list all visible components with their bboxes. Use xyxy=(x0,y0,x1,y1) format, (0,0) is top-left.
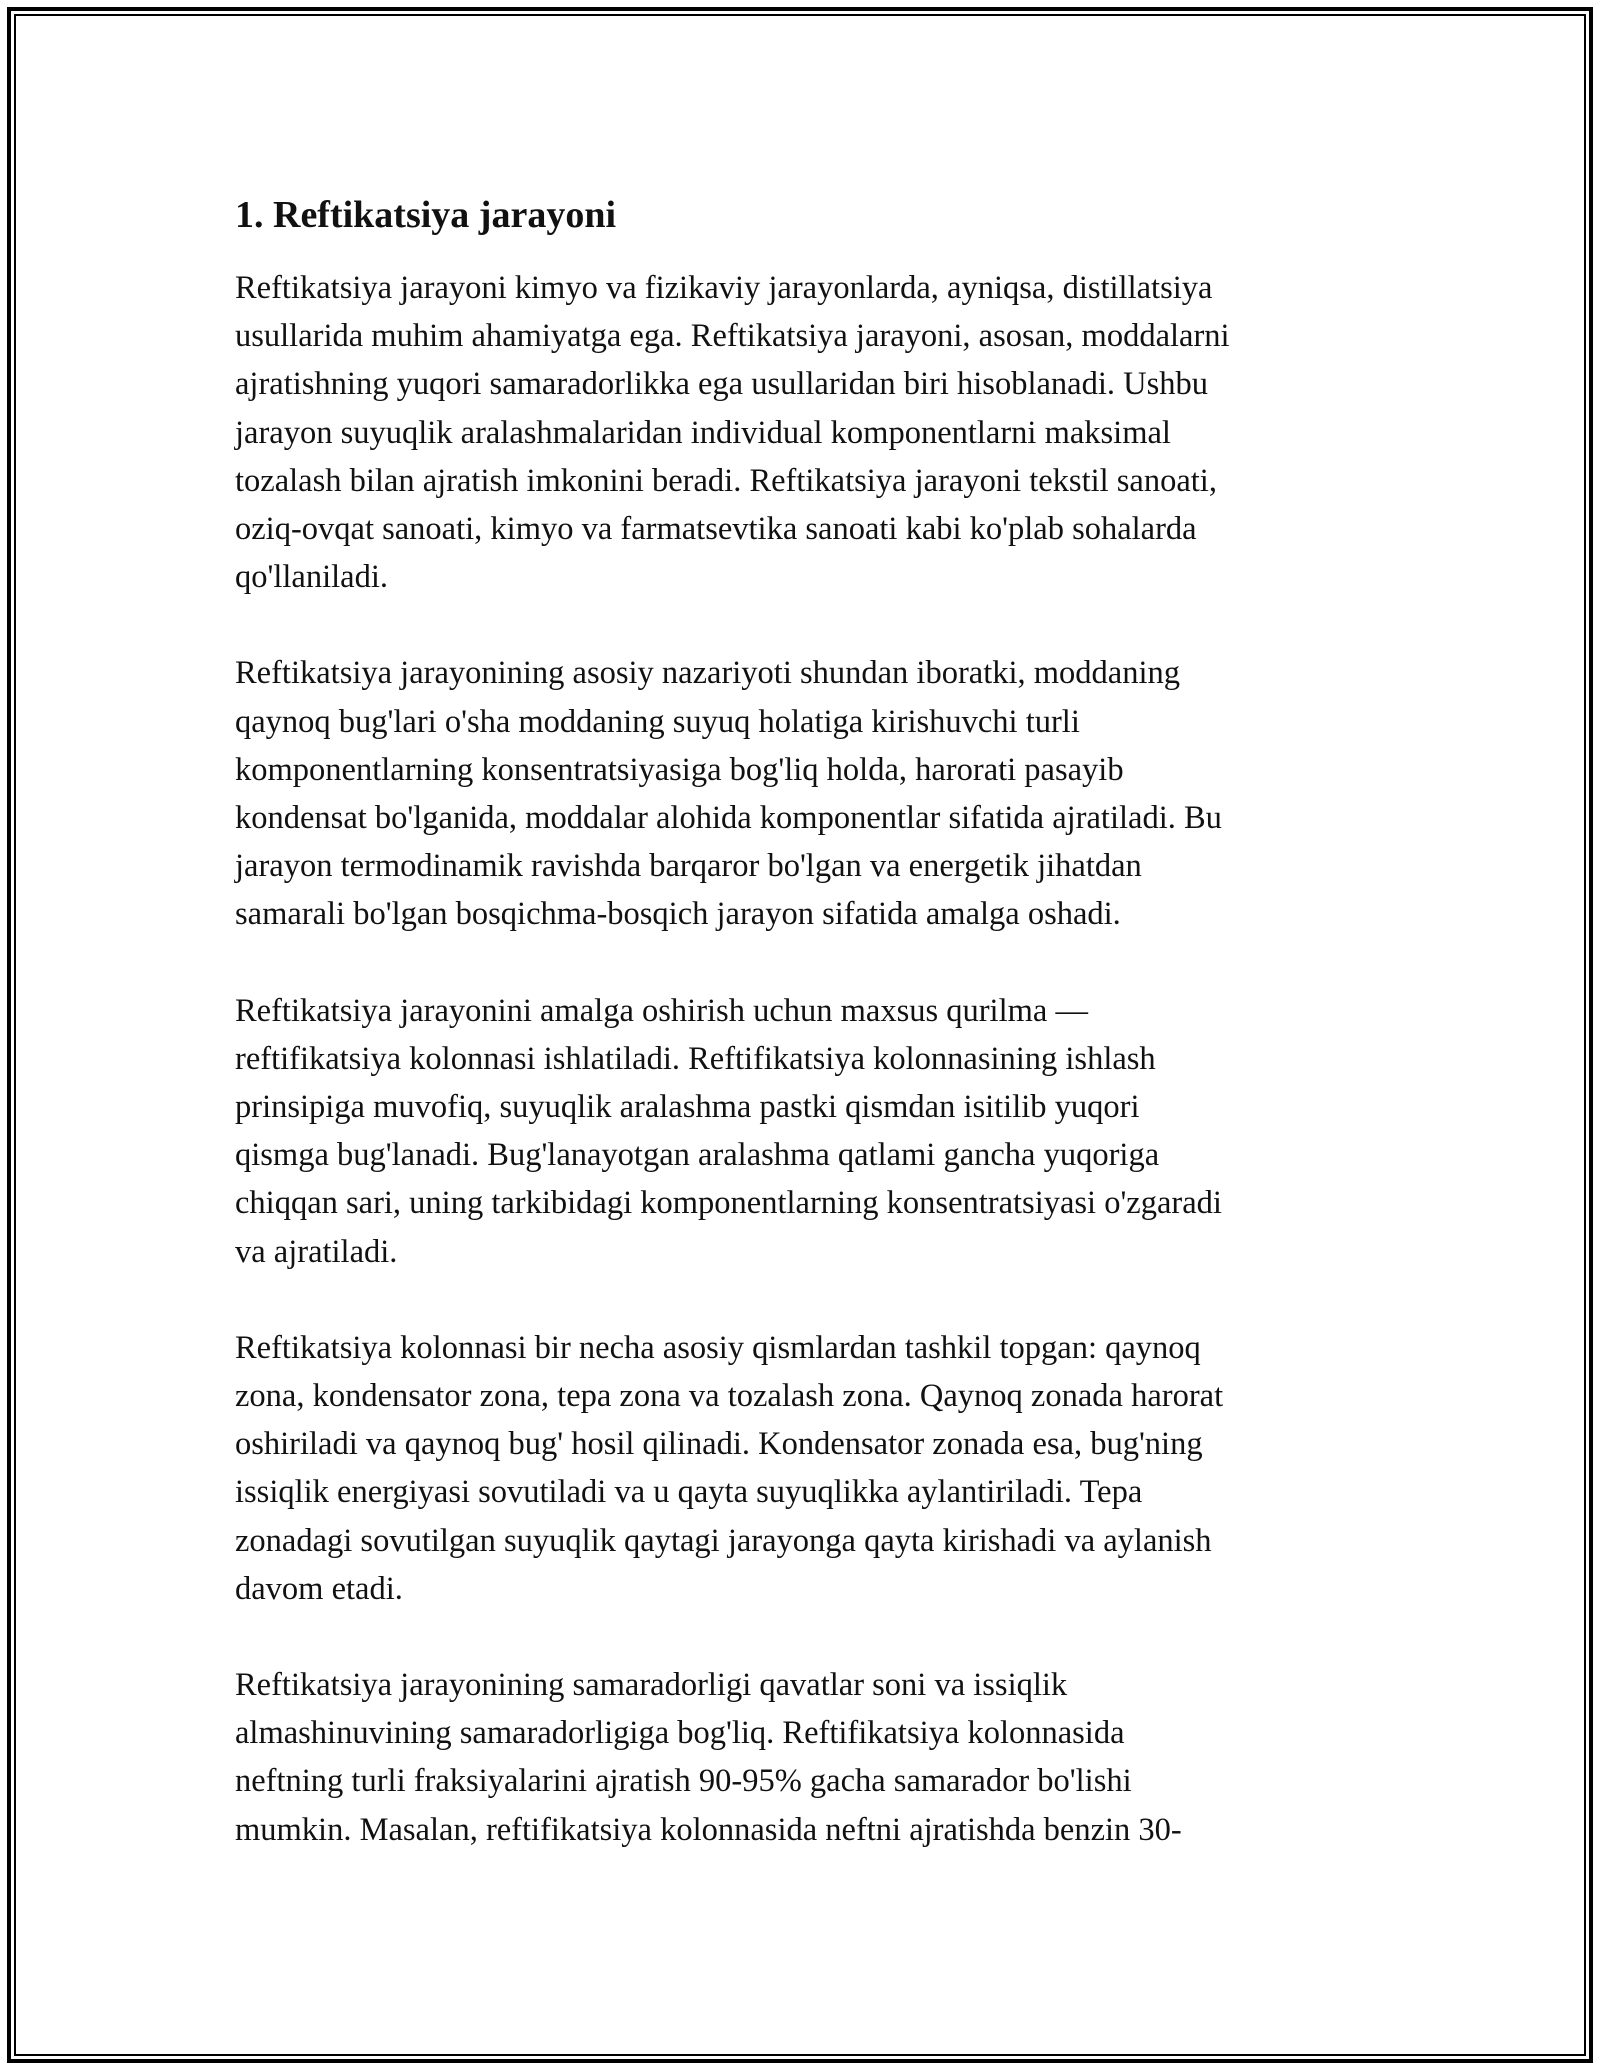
paragraph-line: chiqqan sari, uning tarkibidagi komponentlarning konsentratsiyasi o'zgaradi xyxy=(235,1185,1222,1222)
paragraph-5 xyxy=(235,1661,1370,1854)
paragraph-1 xyxy=(235,264,1370,601)
paragraph-line: jarayon suyuqlik aralashmalaridan individual komponentlarni maksimal xyxy=(235,414,1171,451)
paragraph-line: oshiriladi va qaynoq bug' hosil qilinadi. Kondensator zonada esa, bug'ning xyxy=(235,1426,1203,1463)
section-heading: 1. Reftikatsiya jarayoni xyxy=(235,194,617,236)
paragraph-line: ajratishning yuqori samaradorlikka ega usullaridan biri hisoblanadi. Ushbu xyxy=(235,366,1208,403)
paragraph-line: davom etadi. xyxy=(235,1570,403,1607)
paragraph-line: qo'llaniladi. xyxy=(235,559,388,596)
paragraph-line: kondensat bo'lganida, moddalar alohida komponentlar sifatida ajratiladi. Bu xyxy=(235,800,1222,837)
paragraph-line: qismga bug'lanadi. Bug'lanayotgan aralashma qatlami gancha yuqoriga xyxy=(235,1137,1160,1174)
paragraph-line: almashinuvining samaradorligiga bog'liq. Reftifikatsiya kolonnasida xyxy=(235,1715,1125,1752)
paragraph-3 xyxy=(235,987,1370,1276)
document-page xyxy=(235,188,1370,1902)
paragraph-line: jarayon termodinamik ravishda barqaror bo'lgan va energetik jihatdan xyxy=(235,848,1142,885)
paragraph-line: neftning turli fraksiyalarini ajratish 90-95% gacha samarador bo'lishi xyxy=(235,1763,1132,1800)
paragraph-line: Reftikatsiya jarayonining asosiy nazariyoti shundan iboratki, moddaning xyxy=(235,655,1181,692)
paragraph-line: qaynoq bug'lari o'sha moddaning suyuq holatiga kirishuvchi turli xyxy=(235,703,1080,740)
paragraph-line: Reftikatsiya jarayonini amalga oshirish uchun maxsus qurilma — xyxy=(235,992,1088,1029)
paragraph-line: reftifikatsiya kolonnasi ishlatiladi. Reftifikatsiya kolonnasining ishlash xyxy=(235,1040,1156,1077)
paragraph-line: va ajratiladi. xyxy=(235,1233,398,1270)
paragraph-line: Reftikatsiya jarayonining samaradorligi qavatlar soni va issiqlik xyxy=(235,1667,1068,1704)
paragraph-line: samarali bo'lgan bosqichma-bosqich jarayon sifatida amalga oshadi. xyxy=(235,896,1121,933)
paragraph-line: komponentlarning konsentratsiyasiga bog'liq holda, harorati pasayib xyxy=(235,751,1124,788)
paragraph-line: Reftikatsiya kolonnasi bir necha asosiy qismlardan tashkil topgan: qaynoq xyxy=(235,1329,1201,1366)
paragraph-line: tozalash bilan ajratish imkonini beradi. Reftikatsiya jarayoni tekstil sanoati, xyxy=(235,462,1217,499)
paragraph-line: oziq-ovqat sanoati, kimyo va farmatsevtika sanoati kabi ko'plab sohalarda xyxy=(235,511,1197,548)
paragraph-2 xyxy=(235,649,1370,938)
paragraph-4 xyxy=(235,1324,1370,1613)
paragraph-line: mumkin. Masalan, reftifikatsiya kolonnasida neftni ajratishda benzin 30- xyxy=(235,1811,1182,1848)
paragraph-line: zona, kondensator zona, tepa zona va tozalash zona. Qaynoq zonada harorat xyxy=(235,1378,1224,1415)
paragraph-line: prinsipiga muvofiq, suyuqlik aralashma pastki qismdan isitilib yuqori xyxy=(235,1089,1140,1126)
paragraph-line: usullarida muhim ahamiyatga ega. Reftikatsiya jarayoni, asosan, moddalarni xyxy=(235,318,1230,355)
paragraph-line: issiqlik energiyasi sovutiladi va u qayta suyuqlikka aylantiriladi. Tepa xyxy=(235,1474,1143,1511)
paragraph-line: zonadagi sovutilgan suyuqlik qaytagi jarayonga qayta kirishadi va aylanish xyxy=(235,1522,1212,1559)
paragraph-line: Reftikatsiya jarayoni kimyo va fizikaviy jarayonlarda, ayniqsa, distillatsiya xyxy=(235,270,1213,306)
